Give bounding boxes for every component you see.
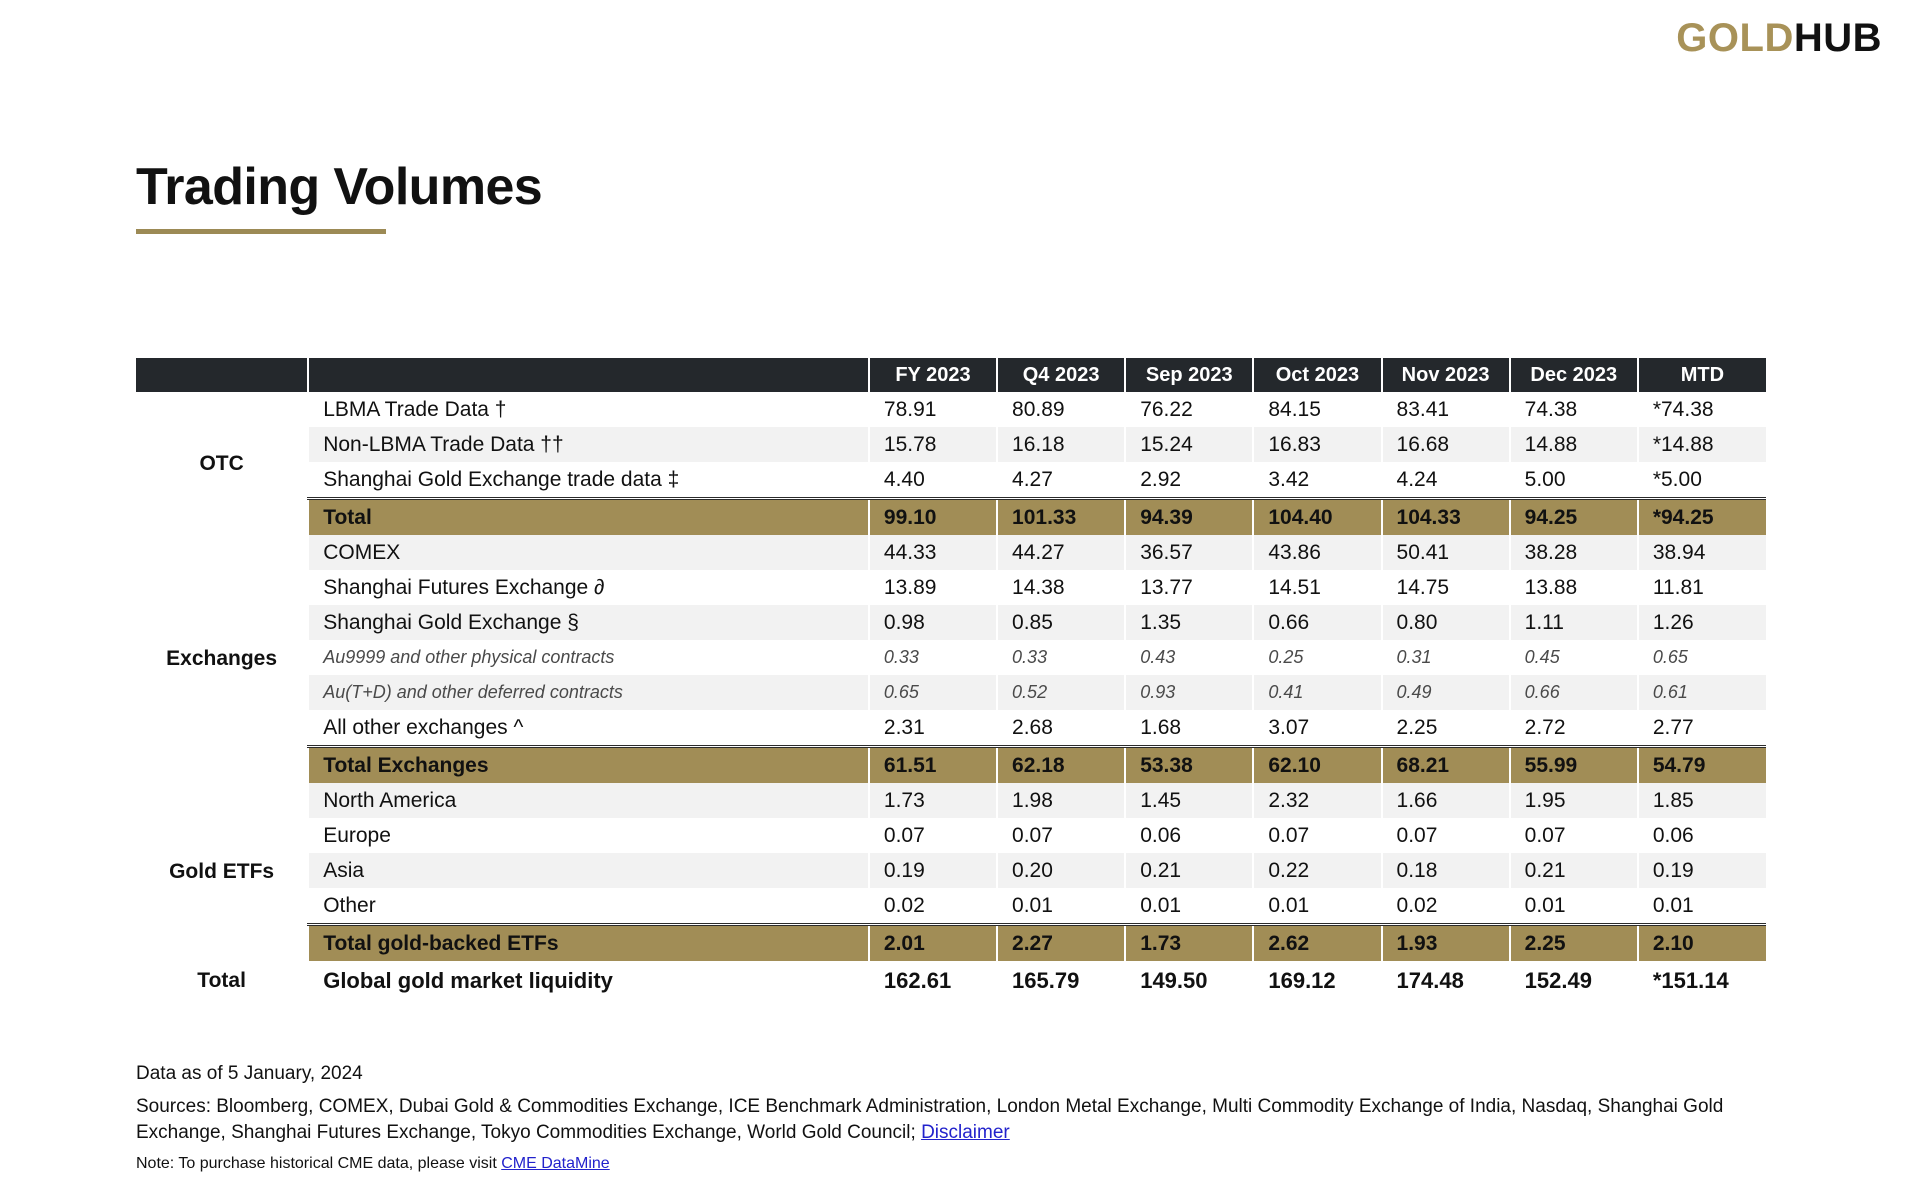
cell-value: 0.18: [1382, 853, 1510, 888]
cell-value: 4.40: [869, 462, 997, 499]
trading-volumes-table: [136, 358, 1766, 1001]
cell-value: 14.88: [1510, 427, 1638, 462]
row-label: Shanghai Gold Exchange trade data ‡: [308, 462, 869, 499]
cell-value: 16.83: [1253, 427, 1381, 462]
cell-value: 0.02: [869, 888, 997, 925]
row-label: Total Exchanges: [308, 747, 869, 784]
cell-value: 38.28: [1510, 535, 1638, 570]
title-underline-rule: [136, 229, 386, 234]
cell-value: 53.38: [1125, 747, 1253, 784]
cell-value: 44.27: [997, 535, 1125, 570]
cell-value: 4.27: [997, 462, 1125, 499]
table-row: [136, 818, 1766, 853]
cell-value: 38.94: [1638, 535, 1766, 570]
cell-value: 0.66: [1253, 605, 1381, 640]
cell-value: *5.00: [1638, 462, 1766, 499]
row-label: Global gold market liquidity: [308, 961, 869, 1001]
disclaimer-link[interactable]: Disclaimer: [921, 1121, 1010, 1143]
table-row: [136, 675, 1766, 710]
cell-value: 62.10: [1253, 747, 1381, 784]
cell-value: 2.92: [1125, 462, 1253, 499]
cell-value: 13.77: [1125, 570, 1253, 605]
cell-value: 44.33: [869, 535, 997, 570]
cell-value: 101.33: [997, 499, 1125, 536]
header-col-oct-2023: Oct 2023: [1253, 358, 1381, 392]
cell-value: 68.21: [1382, 747, 1510, 784]
table-header-row: [136, 358, 1766, 392]
cell-value: 84.15: [1253, 392, 1381, 427]
trading-volumes-table-wrap: [136, 358, 1766, 1001]
logo-gold-text: GOLD: [1676, 16, 1794, 60]
cell-value: *14.88: [1638, 427, 1766, 462]
table-row: [136, 535, 1766, 570]
cell-value: 0.45: [1510, 640, 1638, 675]
cell-value: 74.38: [1510, 392, 1638, 427]
sources-note: [136, 1094, 1776, 1145]
cell-value: 0.07: [1510, 818, 1638, 853]
row-label: LBMA Trade Data †: [308, 392, 869, 427]
cell-value: 14.38: [997, 570, 1125, 605]
cell-value: 0.21: [1125, 853, 1253, 888]
cell-value: 1.45: [1125, 783, 1253, 818]
cell-value: 3.42: [1253, 462, 1381, 499]
cell-value: 0.66: [1510, 675, 1638, 710]
row-label: Shanghai Futures Exchange ∂: [308, 570, 869, 605]
cell-value: 0.52: [997, 675, 1125, 710]
cell-value: 1.73: [869, 783, 997, 818]
cell-value: *74.38: [1638, 392, 1766, 427]
cell-value: 2.31: [869, 710, 997, 747]
cell-value: 174.48: [1382, 961, 1510, 1001]
cell-value: 0.20: [997, 853, 1125, 888]
cell-value: 104.40: [1253, 499, 1381, 536]
cell-value: 76.22: [1125, 392, 1253, 427]
cell-value: 0.19: [1638, 853, 1766, 888]
table-row: [136, 605, 1766, 640]
cell-value: 1.85: [1638, 783, 1766, 818]
row-label: COMEX: [308, 535, 869, 570]
table-head: [136, 358, 1766, 392]
cell-value: 3.07: [1253, 710, 1381, 747]
cell-value: 2.77: [1638, 710, 1766, 747]
page-title-block: [136, 160, 542, 234]
header-col-dec-2023: Dec 2023: [1510, 358, 1638, 392]
cell-value: 0.06: [1125, 818, 1253, 853]
row-group-label-total: Total: [136, 961, 308, 1001]
cell-value: 0.33: [997, 640, 1125, 675]
row-label: Europe: [308, 818, 869, 853]
cell-value: 0.01: [1125, 888, 1253, 925]
cell-value: 0.06: [1638, 818, 1766, 853]
cell-value: 2.25: [1382, 710, 1510, 747]
header-col-mtd: MTD: [1638, 358, 1766, 392]
cell-value: 0.19: [869, 853, 997, 888]
cell-value: 5.00: [1510, 462, 1638, 499]
cell-value: 61.51: [869, 747, 997, 784]
cell-value: 0.07: [1253, 818, 1381, 853]
table-row: [136, 640, 1766, 675]
cell-value: 43.86: [1253, 535, 1381, 570]
cell-value: 0.49: [1382, 675, 1510, 710]
table-row: [136, 925, 1766, 962]
row-group-label-otc: OTC: [136, 392, 308, 535]
logo-hub-text: HUB: [1793, 16, 1882, 60]
cell-value: 0.33: [869, 640, 997, 675]
row-label: Asia: [308, 853, 869, 888]
cell-value: 16.68: [1382, 427, 1510, 462]
table-row: [136, 392, 1766, 427]
table-row: [136, 783, 1766, 818]
cell-value: 0.43: [1125, 640, 1253, 675]
cell-value: *151.14: [1638, 961, 1766, 1001]
cell-value: 0.07: [1382, 818, 1510, 853]
header-group-col: [136, 358, 308, 392]
cell-value: 83.41: [1382, 392, 1510, 427]
cell-value: 0.65: [1638, 640, 1766, 675]
cell-value: 0.07: [997, 818, 1125, 853]
cell-value: 36.57: [1125, 535, 1253, 570]
data-as-of-note: Data as of 5 January, 2024: [136, 1063, 363, 1084]
cell-value: 99.10: [869, 499, 997, 536]
cell-value: 162.61: [869, 961, 997, 1001]
row-label: Total: [308, 499, 869, 536]
row-label: North America: [308, 783, 869, 818]
cell-value: 14.51: [1253, 570, 1381, 605]
cell-value: 0.01: [1253, 888, 1381, 925]
cell-value: 149.50: [1125, 961, 1253, 1001]
cell-value: 0.65: [869, 675, 997, 710]
table-row: [136, 462, 1766, 499]
cell-value: 2.32: [1253, 783, 1381, 818]
row-label: Au9999 and other physical contracts: [308, 640, 869, 675]
cell-value: 0.80: [1382, 605, 1510, 640]
cell-value: 1.26: [1638, 605, 1766, 640]
cell-value: 0.01: [1638, 888, 1766, 925]
cell-value: 2.68: [997, 710, 1125, 747]
cell-value: 50.41: [1382, 535, 1510, 570]
cell-value: 104.33: [1382, 499, 1510, 536]
cell-value: 13.88: [1510, 570, 1638, 605]
table-row: [136, 888, 1766, 925]
cell-value: 14.75: [1382, 570, 1510, 605]
table-row: [136, 427, 1766, 462]
cell-value: 2.10: [1638, 925, 1766, 962]
table-row: [136, 747, 1766, 784]
cell-value: 55.99: [1510, 747, 1638, 784]
cell-value: 0.41: [1253, 675, 1381, 710]
cell-value: 2.27: [997, 925, 1125, 962]
cme-note: [136, 1155, 1776, 1173]
row-label: All other exchanges ^: [308, 710, 869, 747]
row-label: Total gold-backed ETFs: [308, 925, 869, 962]
cell-value: 152.49: [1510, 961, 1638, 1001]
table-row: [136, 499, 1766, 536]
table-row: [136, 961, 1766, 1001]
cell-value: 13.89: [869, 570, 997, 605]
header-col-fy-2023: FY 2023: [869, 358, 997, 392]
row-group-label-gold-etfs: Gold ETFs: [136, 783, 308, 961]
cell-value: 11.81: [1638, 570, 1766, 605]
table-body: [136, 392, 1766, 1001]
header-col-q4-2023: Q4 2023: [997, 358, 1125, 392]
cell-value: 0.25: [1253, 640, 1381, 675]
cell-value: 165.79: [997, 961, 1125, 1001]
row-label: Au(T+D) and other deferred contracts: [308, 675, 869, 710]
cell-value: 16.18: [997, 427, 1125, 462]
cell-value: 0.31: [1382, 640, 1510, 675]
header-col-nov-2023: Nov 2023: [1382, 358, 1510, 392]
cell-value: 0.02: [1382, 888, 1510, 925]
cell-value: 54.79: [1638, 747, 1766, 784]
cell-value: 78.91: [869, 392, 997, 427]
cell-value: 0.01: [997, 888, 1125, 925]
row-label: Other: [308, 888, 869, 925]
cell-value: 1.35: [1125, 605, 1253, 640]
cell-value: *94.25: [1638, 499, 1766, 536]
row-label: Non-LBMA Trade Data ††: [308, 427, 869, 462]
cell-value: 94.39: [1125, 499, 1253, 536]
row-group-label-exchanges: Exchanges: [136, 535, 308, 783]
sources-text: Sources: Bloomberg, COMEX, Dubai Gold & Commodities Exchange, ICE Benchmark Administration, London Metal Exchange, Multi Commodity Exchange of India, Nasdaq, Shanghai Gold Exchange, Shanghai Futures Exchange, Tokyo Commodities Exchange, World Gold Council;: [136, 1096, 1724, 1143]
cell-value: 1.93: [1382, 925, 1510, 962]
cell-value: 1.98: [997, 783, 1125, 818]
cell-value: 62.18: [997, 747, 1125, 784]
cell-value: 1.73: [1125, 925, 1253, 962]
cell-value: 0.85: [997, 605, 1125, 640]
row-label: Shanghai Gold Exchange §: [308, 605, 869, 640]
cell-value: 0.01: [1510, 888, 1638, 925]
cell-value: 0.22: [1253, 853, 1381, 888]
header-label-col: [308, 358, 869, 392]
cell-value: 4.24: [1382, 462, 1510, 499]
cell-value: 2.72: [1510, 710, 1638, 747]
table-row: [136, 570, 1766, 605]
cell-value: 1.68: [1125, 710, 1253, 747]
cell-value: 0.07: [869, 818, 997, 853]
cell-value: 1.95: [1510, 783, 1638, 818]
cell-value: 2.01: [869, 925, 997, 962]
cell-value: 2.62: [1253, 925, 1381, 962]
cell-value: 15.78: [869, 427, 997, 462]
cell-value: 2.25: [1510, 925, 1638, 962]
cell-value: 0.98: [869, 605, 997, 640]
cell-value: 15.24: [1125, 427, 1253, 462]
table-row: [136, 710, 1766, 747]
cell-value: 169.12: [1253, 961, 1381, 1001]
cme-note-text: Note: To purchase historical CME data, please visit: [136, 1155, 502, 1172]
cell-value: 94.25: [1510, 499, 1638, 536]
table-row: [136, 853, 1766, 888]
cell-value: 0.93: [1125, 675, 1253, 710]
page-title: Trading Volumes: [136, 158, 543, 216]
cme-datamine-link[interactable]: CME DataMine: [501, 1155, 610, 1172]
goldhub-logo: [1676, 18, 1882, 58]
cell-value: 0.21: [1510, 853, 1638, 888]
cell-value: 0.61: [1638, 675, 1766, 710]
cell-value: 80.89: [997, 392, 1125, 427]
cell-value: 1.11: [1510, 605, 1638, 640]
cell-value: 1.66: [1382, 783, 1510, 818]
header-col-sep-2023: Sep 2023: [1125, 358, 1253, 392]
